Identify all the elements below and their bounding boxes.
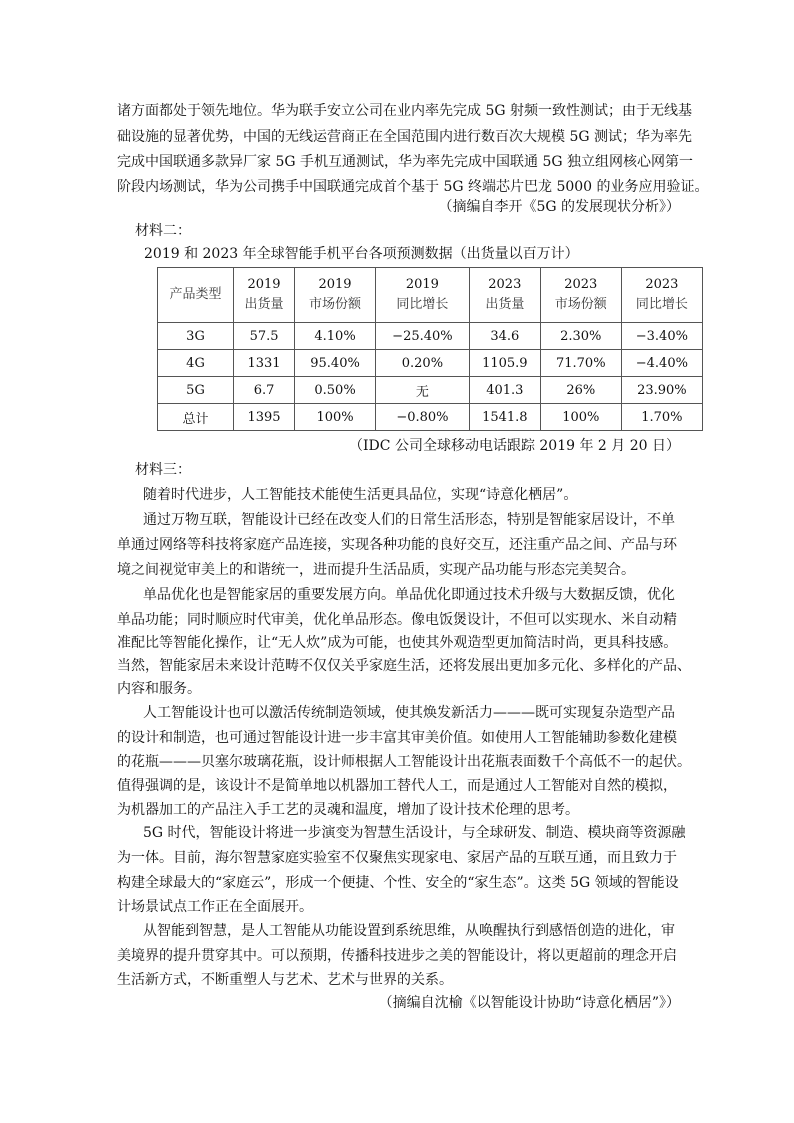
table-row [158, 323, 703, 350]
source-citation: （摘编自李开《5G 的发展现状分析》） [438, 199, 680, 215]
table-row [158, 350, 703, 377]
table-cell: 1.70% [621, 404, 702, 431]
paragraph-line: 完成中国联通多款异厂家 5G 手机互通测试，华为率先完成中国联通 5G 独立组网核心网第一 [117, 154, 693, 170]
header-cell: 2019 市场份额 [295, 268, 376, 323]
paragraph-line: 准配比等智能化操作，让“无人炊”成为可能，也使其外观造型更加简洁时尚，更具科技感。 [117, 635, 678, 651]
paragraph-line: 为机器加工的产品注入手工艺的灵魂和温度，增加了设计技术伦理的思考。 [117, 802, 579, 818]
table-cell: 34.6 [469, 323, 540, 350]
paragraph-line: 生活新方式，不断重塑人与艺术、艺术与世界的关系。 [117, 972, 453, 988]
table-cell: 2.30% [540, 323, 621, 350]
paragraph-line: 当然，智能家居未来设计范畴不仅仅关乎家庭生活，还将发展出更加多元化、多样化的产品、 [117, 658, 691, 674]
paragraph-line: 单品优化也是智能家居的重要发展方向。单品优化即通过技术升级与大数据反馈，优化 [143, 587, 675, 603]
table-cell: 100% [295, 404, 376, 431]
table-cell: 26% [540, 377, 621, 404]
table-cell: −4.40% [621, 350, 702, 377]
paragraph-line: 础设施的显著优势，中国的无线运营商正在全国范围内进行数百次大规模 5G 测试；华为率先 [117, 129, 692, 145]
paragraph-line: 内容和服务。 [117, 681, 201, 697]
source-citation: （IDC 公司全球移动电话跟踪 2019 年 2 月 20 日） [349, 438, 680, 454]
table-row [158, 404, 703, 431]
header-cell: 2023 市场份额 [540, 268, 621, 323]
paragraph-line: 阶段内场测试，华为公司携手中国联通完成首个基于 5G 终端芯片巴龙 5000 的业务应用验证。 [117, 179, 709, 195]
header-cell: 2019 出货量 [234, 268, 295, 323]
table-cell: −25.40% [376, 323, 470, 350]
section-label: 材料三： [135, 462, 191, 478]
header-cell: 2023 同比增长 [621, 268, 702, 323]
table-cell: 1541.8 [469, 404, 540, 431]
forecast-table [157, 267, 703, 431]
section-label: 材料二： [135, 223, 191, 239]
table-cell: −0.80% [376, 404, 470, 431]
table-title: 2019 和 2023 年全球智能手机平台各项预测数据（出货量以百万计） [144, 246, 579, 262]
paragraph-line: 人工智能设计也可以激活传统制造领域，使其焕发新活力———既可实现复杂造型产品 [143, 705, 675, 721]
paragraph-line: 单通过网络等科技将家庭产品连接，实现各种功能的良好交互，还注重产品之间、产品与环 [117, 537, 677, 553]
table-cell: 71.70% [540, 350, 621, 377]
paragraph-line: 单品功能；同时顺应时代审美，优化单品形态。像电饭煲设计，不但可以实现水、米自动精 [117, 612, 677, 628]
header-cell: 2019 同比增长 [376, 268, 470, 323]
paragraph-line: 5G 时代，智能设计将进一步演变为智慧生活设计，与全球研发、制造、模块商等资源融 [143, 825, 686, 841]
paragraph-line: 从智能到智慧，是人工智能从功能设置到系统思维，从唤醒执行到感悟创造的进化，审 [143, 923, 675, 939]
header-cell: 产品类型 [158, 268, 234, 323]
paragraph-line: 的设计和制造，也可通过智能设计进一步丰富其审美价值。如使用人工智能辅助参数化建模 [117, 730, 677, 746]
table-cell: 100% [540, 404, 621, 431]
table-header-row [158, 268, 703, 323]
table-cell: 5G [158, 377, 234, 404]
table-cell: 总计 [158, 404, 234, 431]
table-cell: 4.10% [295, 323, 376, 350]
table-cell: 0.20% [376, 350, 470, 377]
paragraph-line: 境之间视觉审美上的和谐统一，进而提升生活品质，实现产品功能与形态完美契合。 [117, 562, 635, 578]
paragraph-line: 随着时代进步，人工智能技术能使生活更具品位，实现“诗意化栖居”。 [143, 487, 578, 503]
paragraph-line: 的花瓶———贝塞尔玻璃花瓶，设计师根据人工智能设计出花瓶表面数千个高低不一的起伏。 [117, 754, 691, 770]
paragraph-line: 为一体。目前，海尔智慧家庭实验室不仅聚焦实现家电、家居产品的互联互通，而且致力于 [117, 850, 677, 866]
table-cell: 6.7 [234, 377, 295, 404]
paragraph-line: 值得强调的是，该设计不是简单地以机器加工替代人工，而是通过人工智能对自然的模拟， [117, 778, 677, 794]
table-cell: 4G [158, 350, 234, 377]
table-cell: 57.5 [234, 323, 295, 350]
paragraph-line: 美境界的提升贯穿其中。可以预期，传播科技进步之美的智能设计，将以更超前的理念开启 [117, 948, 677, 964]
table-row [158, 377, 703, 404]
paragraph-line: 通过万物互联，智能设计已经在改变人们的日常生活形态，特别是智能家居设计，不单 [143, 512, 675, 528]
table-cell: 1105.9 [469, 350, 540, 377]
table-cell: 1395 [234, 404, 295, 431]
table-cell: 无 [376, 377, 470, 404]
source-citation: （摘编自沈榆《以智能设计协助“诗意化栖居”》） [378, 995, 680, 1011]
table-cell: 1331 [234, 350, 295, 377]
paragraph-line: 计场景试点工作正在全面展开。 [117, 899, 313, 915]
table-cell: −3.40% [621, 323, 702, 350]
table-cell: 401.3 [469, 377, 540, 404]
header-cell: 2023 出货量 [469, 268, 540, 323]
paragraph-line: 诸方面都处于领先地位。华为联手安立公司在业内率先完成 5G 射频一致性测试；由于无线基 [117, 103, 692, 119]
table-cell: 23.90% [621, 377, 702, 404]
table-cell: 0.50% [295, 377, 376, 404]
paragraph-line: 构建全球最大的“家庭云”，形成一个便捷、个性、安全的“家生态”。这类 5G 领域的智能设 [117, 875, 679, 891]
table-cell: 3G [158, 323, 234, 350]
table-cell: 95.40% [295, 350, 376, 377]
